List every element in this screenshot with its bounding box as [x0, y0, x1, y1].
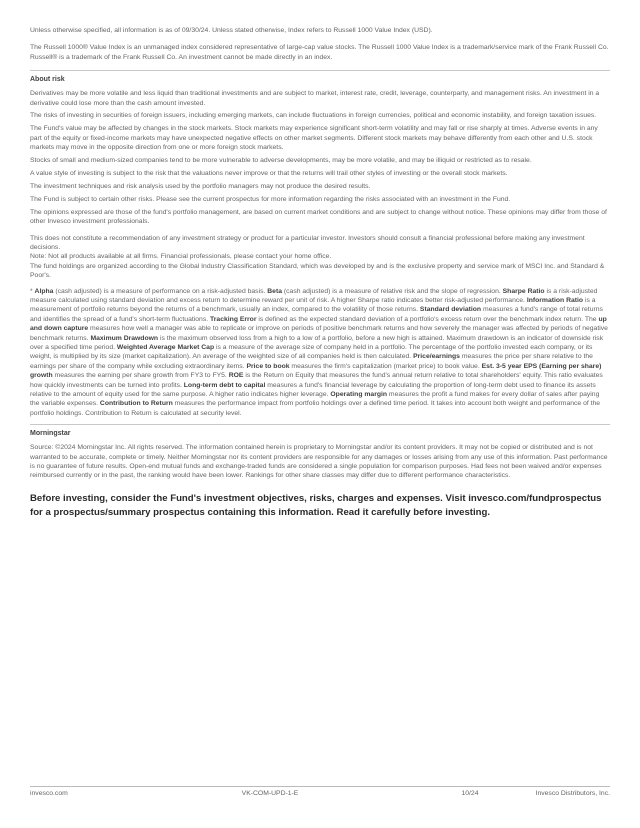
- footer: [30, 786, 610, 801]
- risk-paragraph: A value style of investing is subject to the risk that the valuations never improve or that the returns will trail other styles of investing or the overall stock markets.: [30, 169, 508, 177]
- footer-date: 10/24: [461, 790, 479, 797]
- risk-paragraph: Stocks of small and medium-sized companies tend to be more vulnerable to adverse developments, may be more volatile, and may be illiquid or restricted as to resale.: [30, 157, 532, 165]
- footer-distributor: Invesco Distributors, Inc.: [535, 790, 610, 797]
- opinions-paragraph: The opinions expressed are those of the fund's portfolio management, are based on current market conditions and are subject to change without notice. These opinions may differ from those of other Invesco investment professionals.: [30, 208, 607, 226]
- intro-paragraph: Unless otherwise specified, all information is as of 09/30/24. Unless stated otherwise, Index refers to Russell 1000 Value Index (USD).: [30, 27, 433, 34]
- section-divider: [30, 424, 610, 425]
- section-divider: [30, 70, 610, 71]
- gics-paragraph: The fund holdings are organized according to the Global Industry Classification Standard, which was developed by and is the exclusive property and service mark of MSCI Inc. and Standard & Poor's.: [30, 262, 605, 280]
- risk-paragraph: Derivatives may be more volatile and less liquid than traditional investments and are subject to market, interest rate, credit, leverage, counterparty, and management risks. An investment in a derivative could lose more than the cash amount invested.: [30, 90, 600, 107]
- morningstar-heading: Morningstar: [30, 430, 71, 438]
- home-office-note: Note: Not all products available at all firms. Financial professionals, please contact your home office.: [30, 253, 332, 261]
- footer-website: invesco.com: [30, 790, 68, 797]
- risk-paragraph: The Fund's value may be affected by changes in the stock markets. Stock markets may experience significant short-term volatility and may fall or rise sharply at times. Adverse events in any part of the equity or fixed-income markets may have unexpected negative effects on other market segments. Different stock markets may behave differently from each other and U.S. stock markets may move in the opposite direction from one or more foreign stock markets.: [30, 125, 598, 152]
- morningstar-source-paragraph: Source: ©2024 Morningstar Inc. All rights reserved. The information contained herein is proprietary to Morningstar and/or its content providers. It may not be copied or distributed and is not warranted to be accurate, complete or timely. Neither Morningstar nor its content providers are responsible for any damages or losses arising from any use of this information. Past performance is no guarantee of future results. Open-end mutual funds and exchange-traded funds are considered a single population for comparison purposes. Had fees not been waived and/or expenses reimbursed currently or in the past, the ranking would have been lower. Rankings for other share classes may differ due to different performance characteristics.: [30, 444, 608, 480]
- risk-paragraph: The risks of investing in securities of foreign issuers, including emerging markets, can include fluctuations in foreign currencies, political and economic instability, and foreign taxation issues.: [30, 112, 597, 120]
- index-disclosure-paragraph: The Russell 1000® Value Index is an unmanaged index considered representative of large-cap value stocks. The Russell 1000 Value Index is a trademark/service mark of the Frank Russell Co. Russell® is a trademark of the Frank Russell Co. An investment cannot be made directly in an index.: [30, 44, 609, 61]
- definitions-paragraph: * Alpha (cash adjusted) is a measure of performance on a risk-adjusted basis. Beta (cash adjusted) is a measure of relative risk and the slope of regression. Sharpe Ratio is a risk-adjusted measure calculated using standard deviation and excess return to determine reward per unit of risk. A higher Sharpe ratio indicates better risk-adjusted performance. Information Ratio is a measurement of portfolio returns beyond the returns of a benchmark, usually an index, compared to the volatility of those returns. Standard deviation measures a fund's range of total returns and identifies the spread of a fund's short-term fluctuations. Tracking Error is defined as the expected standard deviation of a portfolio's excess return over the benchmark index return. The up and down capture measures how well a manager was able to replicate or improve on periods of positive benchmark returns and how severely the manager was affected by periods of negative benchmark returns. Maximum Drawdown is the maximum observed loss from a high to a low of a portfolio, before a new high is attained. Maximum drawdown is an indicator of downside risk over a specified time period. Weighted Average Market Cap is a measure of the average size of company held in a portfolio. The percentage of the portfolio invested each company, or its weight, is multiplied by its size (market capitalization). An average of the weighted size of all companies held is then calculated. Price/earnings measures the price per share relative to the earnings per share of the company while excluding extraordinary items. Price to book measures the firm's capitalization (market price) to book value. Est. 3-5 year EPS (Earning per share) growth measures the earning per share growth from FY3 to FY5. ROE is the Return on Equity that measures the fund's annual return relative to total shareholders' equity. This ratio evaluates how quickly investments can be turned into profits. Long-term debt to capital measures a fund's financial leverage by calculating the proportion of long-term debt used to finance its assets relative to the amount of equity used for the same purpose. A higher ratio indicates higher leverage. Operating margin measures the profit a fund makes for every dollar of sales after paying the variable expenses. Contribution to Return measures the performance impact from portfolio holdings over a defined time period. It takes into account both weight and performance of the portfolio holdings. Contribution to Return is calculated at security level.: [30, 287, 608, 417]
- prospectus-notice: Before investing, consider the Fund's investment objectives, risks, charges and expenses. Visit invesco.com/fundprospectus for a prospectus/summary prospectus containing this information. Read it carefully before investing.: [30, 492, 602, 518]
- about-risk-heading: About risk: [30, 76, 65, 84]
- recommendation-disclaimer: This does not constitute a recommendation of any investment strategy or product for a particular investor. Investors should consult a financial professional before making any investment decisions.: [30, 234, 585, 251]
- risk-paragraph: The Fund is subject to certain other risks. Please see the current prospectus for more information regarding the risks associated with an investment in the Fund.: [30, 195, 511, 203]
- risk-paragraph: The investment techniques and risk analysis used by the portfolio managers may not produce the desired results.: [30, 182, 371, 190]
- footer-doc-code: VK-COM-UPD-1-E: [241, 790, 299, 797]
